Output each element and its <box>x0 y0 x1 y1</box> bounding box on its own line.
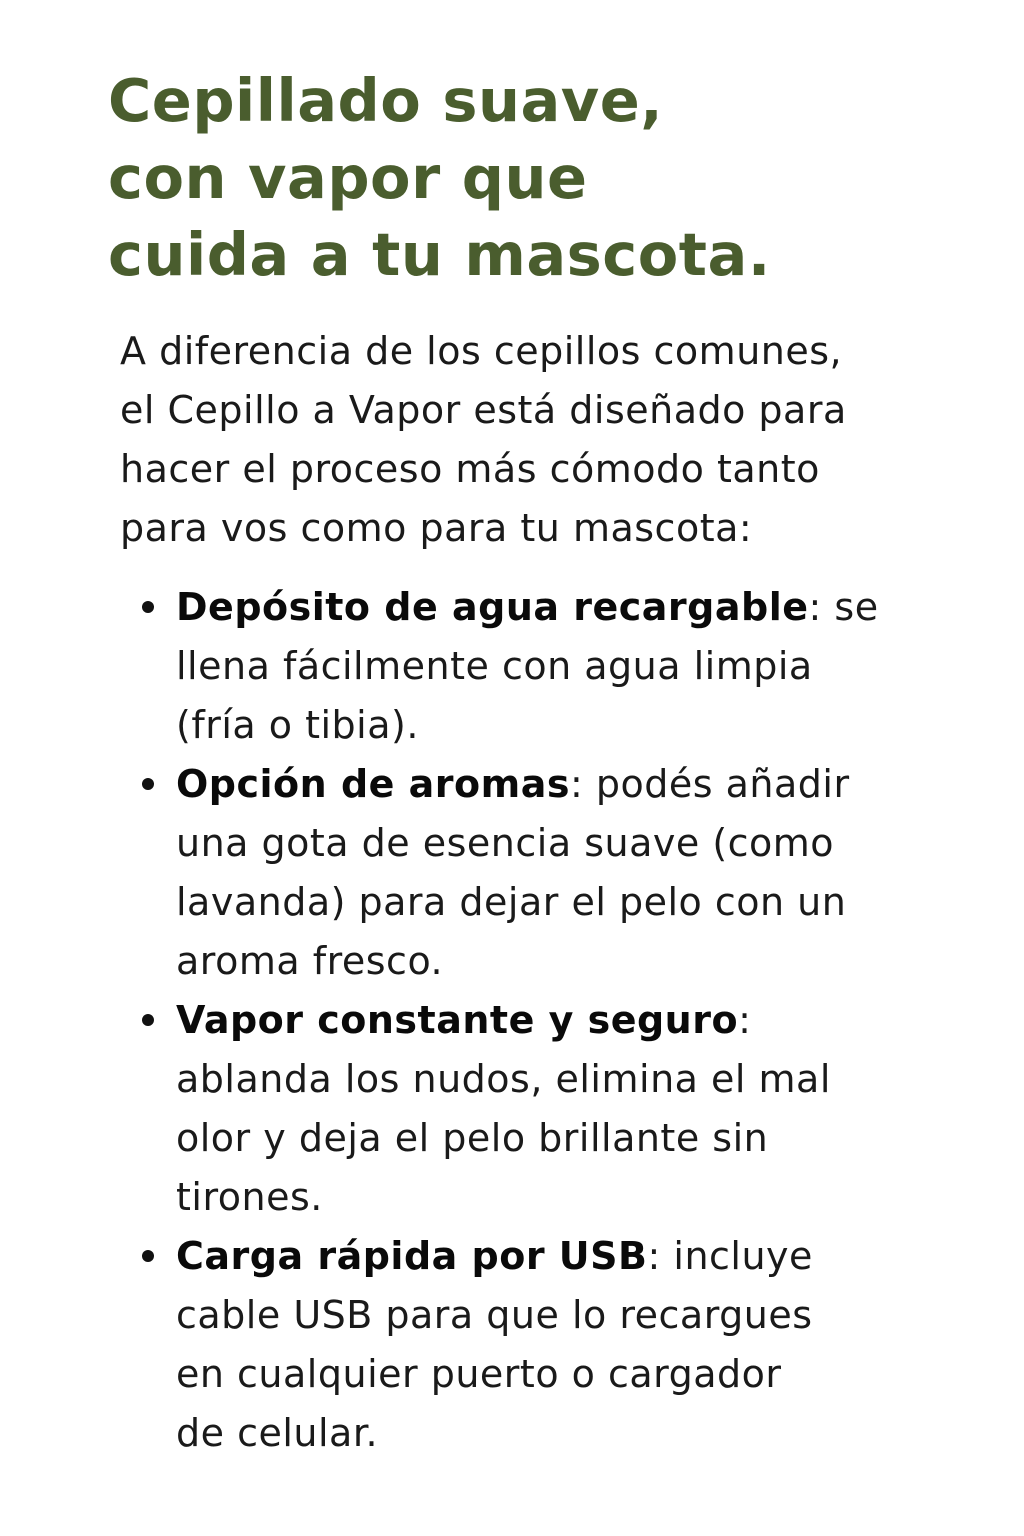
feature-item-water-tank <box>120 578 960 755</box>
feature-text-line: de celular. <box>176 1411 379 1455</box>
feature-text: : incluye <box>647 1234 813 1278</box>
feature-item-usb-charging <box>120 1227 960 1463</box>
feature-list <box>120 578 960 1463</box>
feature-text-line: una gota de esencia suave (como <box>176 821 835 865</box>
feature-text-line: tirones. <box>176 1175 323 1219</box>
feature-text-line: (fría o tibia). <box>176 703 419 747</box>
intro-line: para vos como para tu mascota: <box>120 506 753 550</box>
bullet-icon <box>142 778 154 790</box>
feature-text-line: en cualquier puerto o cargador <box>176 1352 782 1396</box>
title-line: cuida a tu mascota. <box>108 220 771 289</box>
intro-line: el Cepillo a Vapor está diseñado para <box>120 388 847 432</box>
feature-text: : <box>738 998 752 1042</box>
bullet-icon <box>142 1014 154 1026</box>
feature-text-line: llena fácilmente con agua limpia <box>176 644 813 688</box>
bullet-icon <box>142 1250 154 1262</box>
feature-text-line: aroma fresco. <box>176 939 444 983</box>
feature-text-line: cable USB para que lo recargues <box>176 1293 813 1337</box>
feature-first-line <box>176 1227 960 1286</box>
feature-first-line <box>176 578 960 637</box>
title-line: Cepillado suave, <box>108 66 664 135</box>
feature-text: : podés añadir <box>570 762 850 806</box>
feature-text-line: olor y deja el pelo brillante sin <box>176 1116 769 1160</box>
feature-item-steam <box>120 991 960 1227</box>
intro-line: hacer el proceso más cómodo tanto <box>120 447 820 491</box>
feature-first-line <box>176 755 960 814</box>
page-title <box>108 62 968 293</box>
feature-title: Opción de aromas <box>176 762 570 806</box>
bullet-icon <box>142 601 154 613</box>
intro-paragraph <box>120 322 940 558</box>
feature-text: : se <box>808 585 879 629</box>
feature-text-line: lavanda) para dejar el pelo con un <box>176 880 847 924</box>
intro-line: A diferencia de los cepillos comunes, <box>120 329 843 373</box>
feature-item-aromas <box>120 755 960 991</box>
title-line: con vapor que <box>108 143 588 212</box>
feature-first-line <box>176 991 960 1050</box>
feature-text-line: ablanda los nudos, elimina el mal <box>176 1057 831 1101</box>
feature-title: Vapor constante y seguro <box>176 998 739 1042</box>
feature-title: Depósito de agua recargable <box>176 585 809 629</box>
feature-title: Carga rápida por USB <box>176 1234 648 1278</box>
